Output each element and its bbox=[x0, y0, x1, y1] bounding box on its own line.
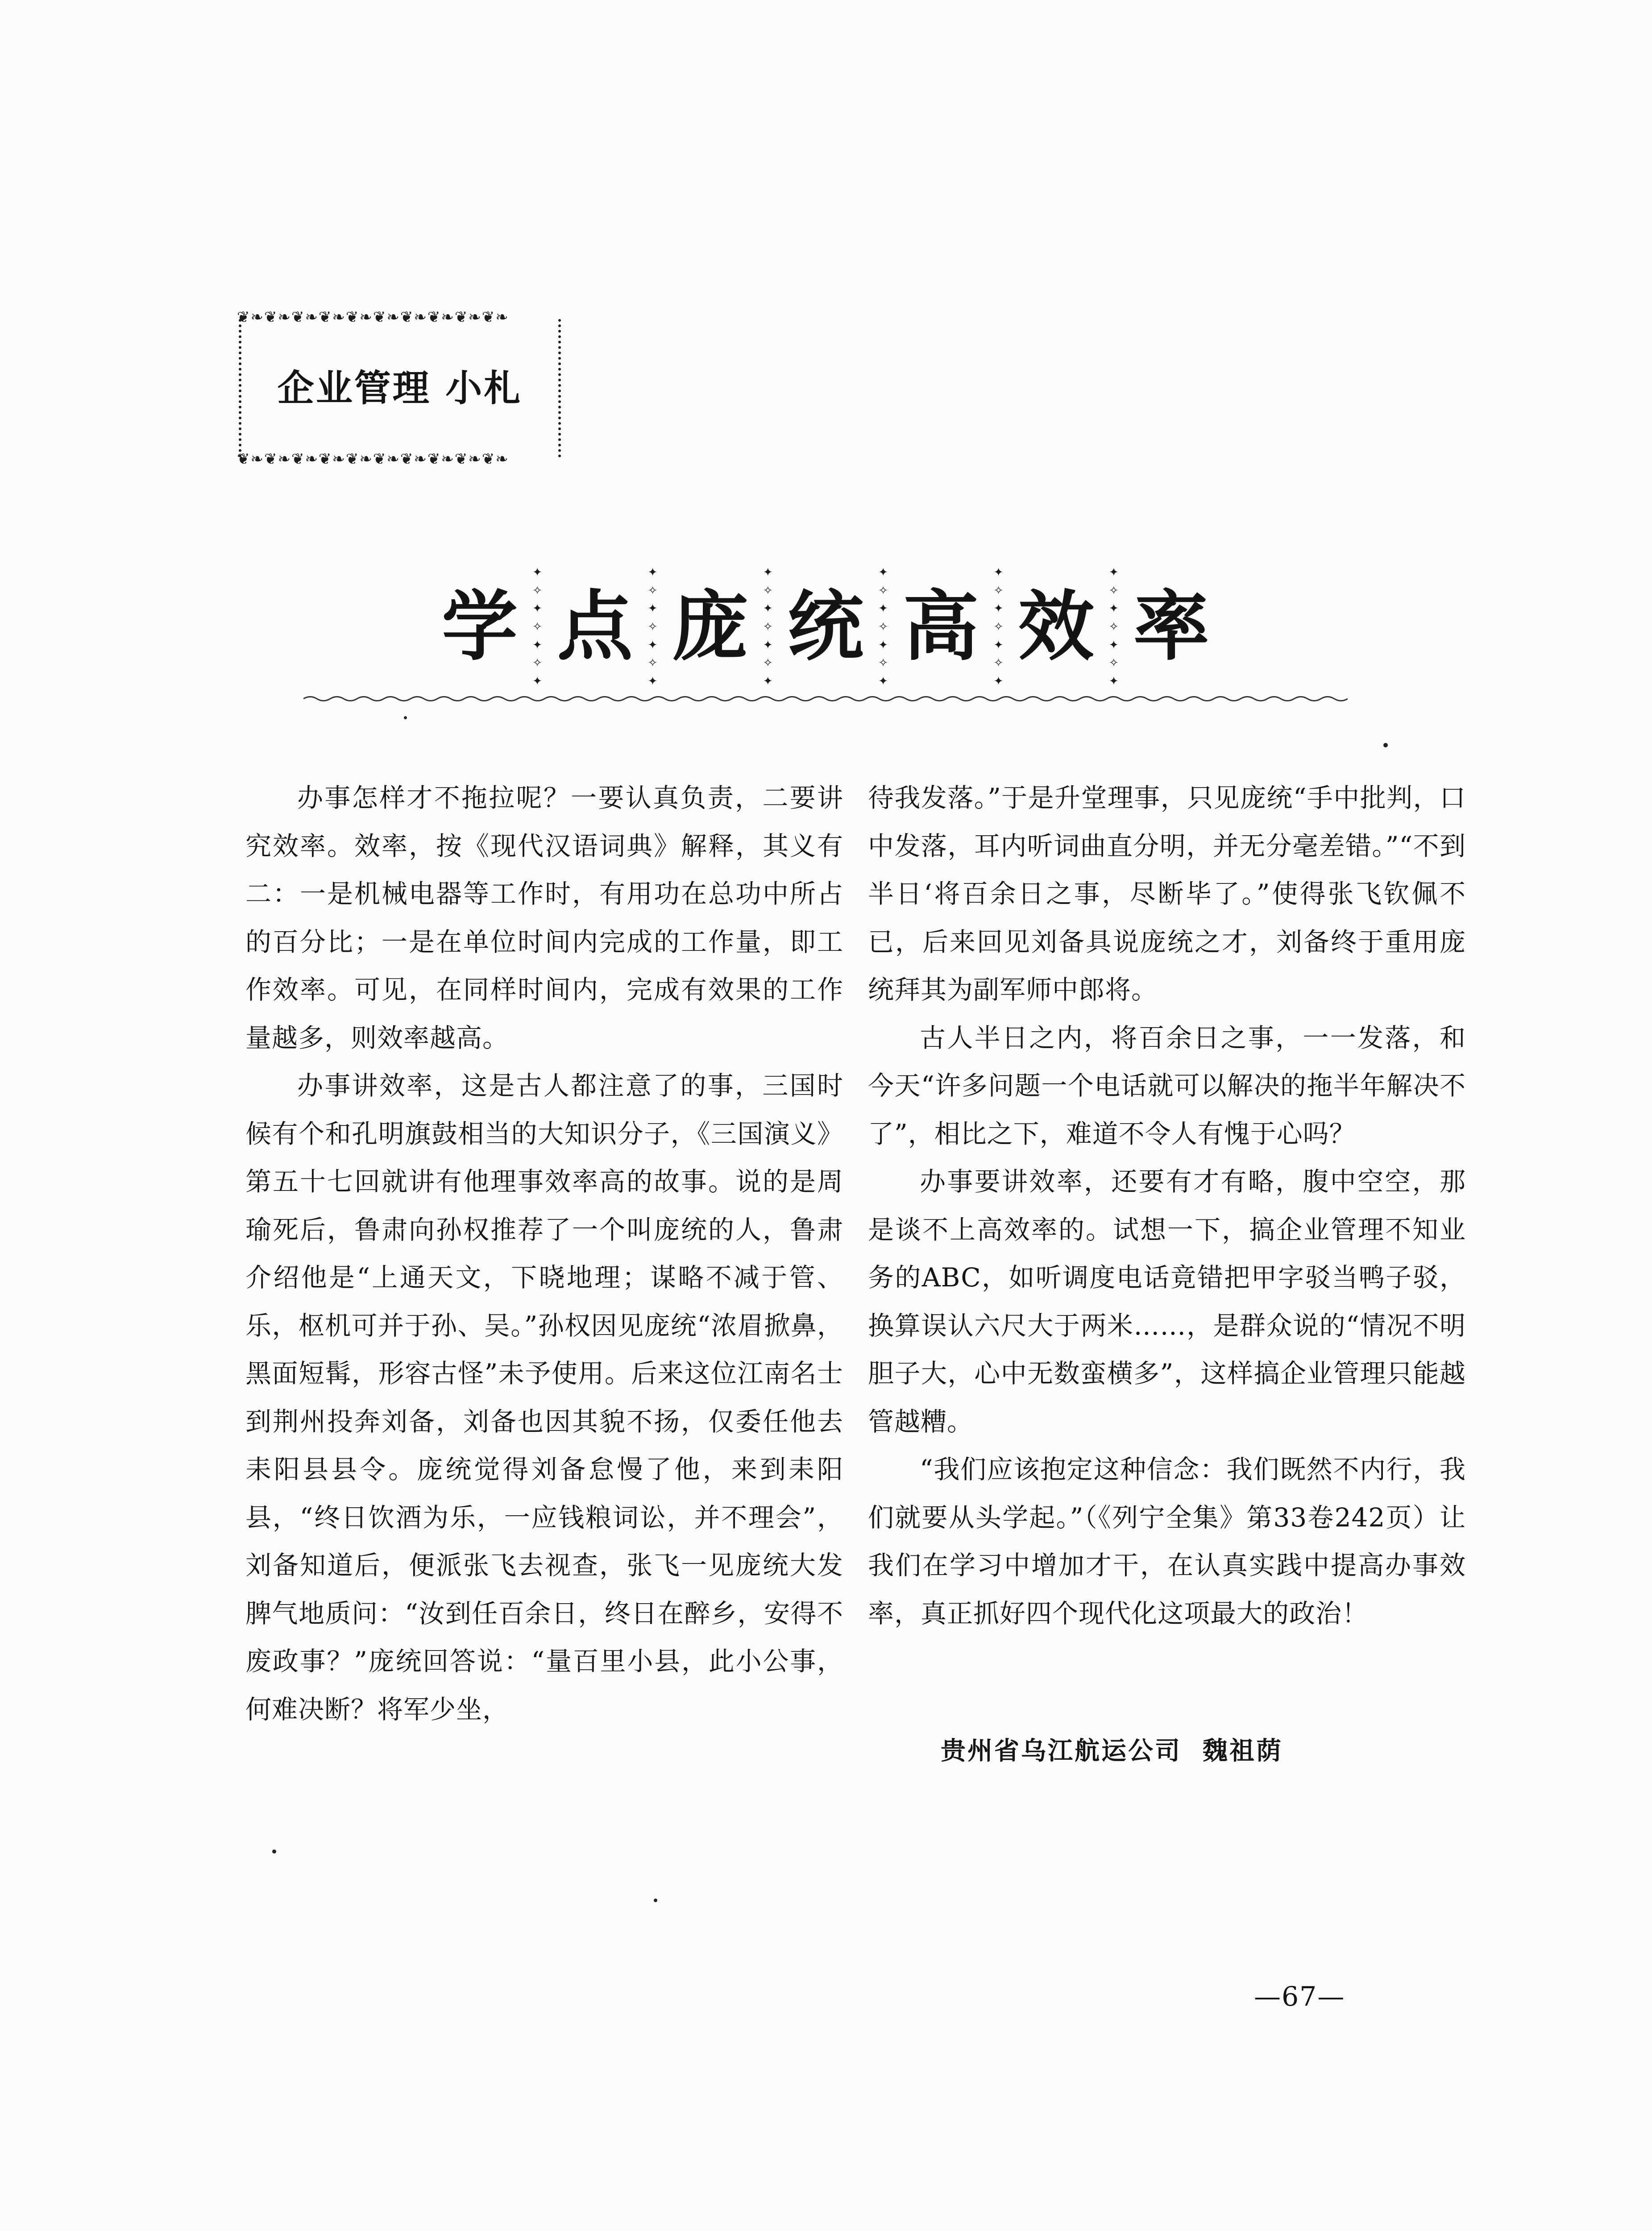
column-header-box bbox=[237, 310, 561, 466]
print-speck bbox=[404, 716, 407, 719]
title-ornament: ✦ ✧ ✦ ✧ ✦ ✧ ✦ bbox=[993, 566, 1004, 688]
title-char: 统 bbox=[787, 583, 863, 671]
title-char: 庞 bbox=[672, 583, 748, 671]
article-title bbox=[442, 564, 1209, 689]
title-char: 点 bbox=[557, 583, 633, 671]
text-column-left bbox=[245, 774, 843, 1733]
title-ornament: ✦ ✧ ✦ ✧ ✦ ✧ ✦ bbox=[878, 566, 888, 688]
ornamental-border-bottom: ❦❧❦❧❦❧❦❧❦❧❦❧❦❧❦❧❦❧❦❧ bbox=[237, 452, 509, 466]
print-speck bbox=[654, 1899, 657, 1902]
text-column-right bbox=[868, 774, 1466, 1638]
paragraph: 待我发落。”于是升堂理事，只见庞统“手中批判，口中发落，耳内听词曲直分明，并无分毫差错。”“不到半日‘将百余日之事，尽断毕了。”使得张飞钦佩不已，后来回见刘备具说庞统之才，刘备终于重用庞统拜其为副军师中郎将。 bbox=[868, 783, 1466, 1005]
title-ornament: ✦ ✧ ✦ ✧ ✦ ✧ ✦ bbox=[1108, 566, 1119, 688]
paragraph: 办事要讲效率，还要有才有略，腹中空空，那是谈不上高效率的。试想一下，搞企业管理不知业务的ABC，如听调度电话竟错把甲字驳当鸭子驳，换算误认六尺大于两米……，是群众说的“情况不明胆子大，心中无数蛮横多”，这样搞企业管理只能越管越糟。 bbox=[868, 1166, 1466, 1437]
author-signature: 贵州省乌江航运公司 魏祖荫 bbox=[941, 1737, 1283, 1766]
paragraph: 办事讲效率，这是古人都注意了的事，三国时候有个和孔明旗鼓相当的大知识分子，《三国演义》第五十七回就讲有他理事效率高的故事。说的是周瑜死后，鲁肃向孙权推荐了一个叫庞统的人，鲁肃介绍他是“上通天文，下晓地理；谋略不减于管、乐，枢机可并于孙、吴。”孙权因见庞统“浓眉掀鼻，黑面短髯，形容古怪”未予使用。后来这位江南名士到荆州投奔刘备，刘备也因其貌不扬，仅委任他去耒阳县县令。庞统觉得刘备怠慢了他，来到耒阳县，“终日饮酒为乐，一应钱粮词讼，并不理会”，刘备知道后，便派张飞去视查，张飞一见庞统大发脾气地质问：“汝到任百余日，终日在醉乡，安得不废政事？”庞统回答说：“量百里小县，此小公事，何难决断？将军少坐， bbox=[245, 1070, 843, 1725]
title-ornament: ✦ ✧ ✦ ✧ ✦ ✧ ✦ bbox=[532, 566, 543, 688]
paragraph: 办事怎样才不拖拉呢？一要认真负责，二要讲究效率。效率，按《现代汉语词典》解释，其义有二：一是机械电器等工作时，有用功在总功中所占的百分比；一是在单位时间内完成的工作量，即工作效率。可见，在同样时间内，完成有效果的工作量越多，则效率越高。 bbox=[245, 783, 843, 1053]
print-speck bbox=[1383, 743, 1388, 747]
paragraph: 古人半日之内，将百余日之事，一一发落，和今天“许多问题一个电话就可以解决的拖半年解决不了”，相比之下，难道不令人有愧于心吗？ bbox=[868, 1022, 1466, 1149]
title-ornament: ✦ ✧ ✦ ✧ ✦ ✧ ✦ bbox=[648, 566, 658, 688]
title-ornament: ✦ ✧ ✦ ✧ ✦ ✧ ✦ bbox=[763, 566, 773, 688]
title-char: 率 bbox=[1133, 583, 1209, 671]
ornamental-border-top: ❦❧❦❧❦❧❦❧❦❧❦❧❦❧❦❧❦❧❦❧ bbox=[237, 310, 509, 324]
column-label: 企业管理 小札 bbox=[277, 367, 523, 410]
page-number: —67— bbox=[1254, 1981, 1345, 2012]
title-char: 效 bbox=[1018, 583, 1094, 671]
wavy-title-rule bbox=[303, 694, 1348, 704]
paragraph: “我们应该抱定这种信念：我们既然不内行，我们就要从头学起。”（《列宁全集》第33卷242页）让我们在学习中增加才干，在认真实践中提高办事效率，真正抓好四个现代化这项最大的政治！ bbox=[868, 1454, 1466, 1629]
title-char: 高 bbox=[903, 583, 979, 671]
title-char: 学 bbox=[442, 583, 518, 671]
print-speck bbox=[272, 1849, 276, 1854]
